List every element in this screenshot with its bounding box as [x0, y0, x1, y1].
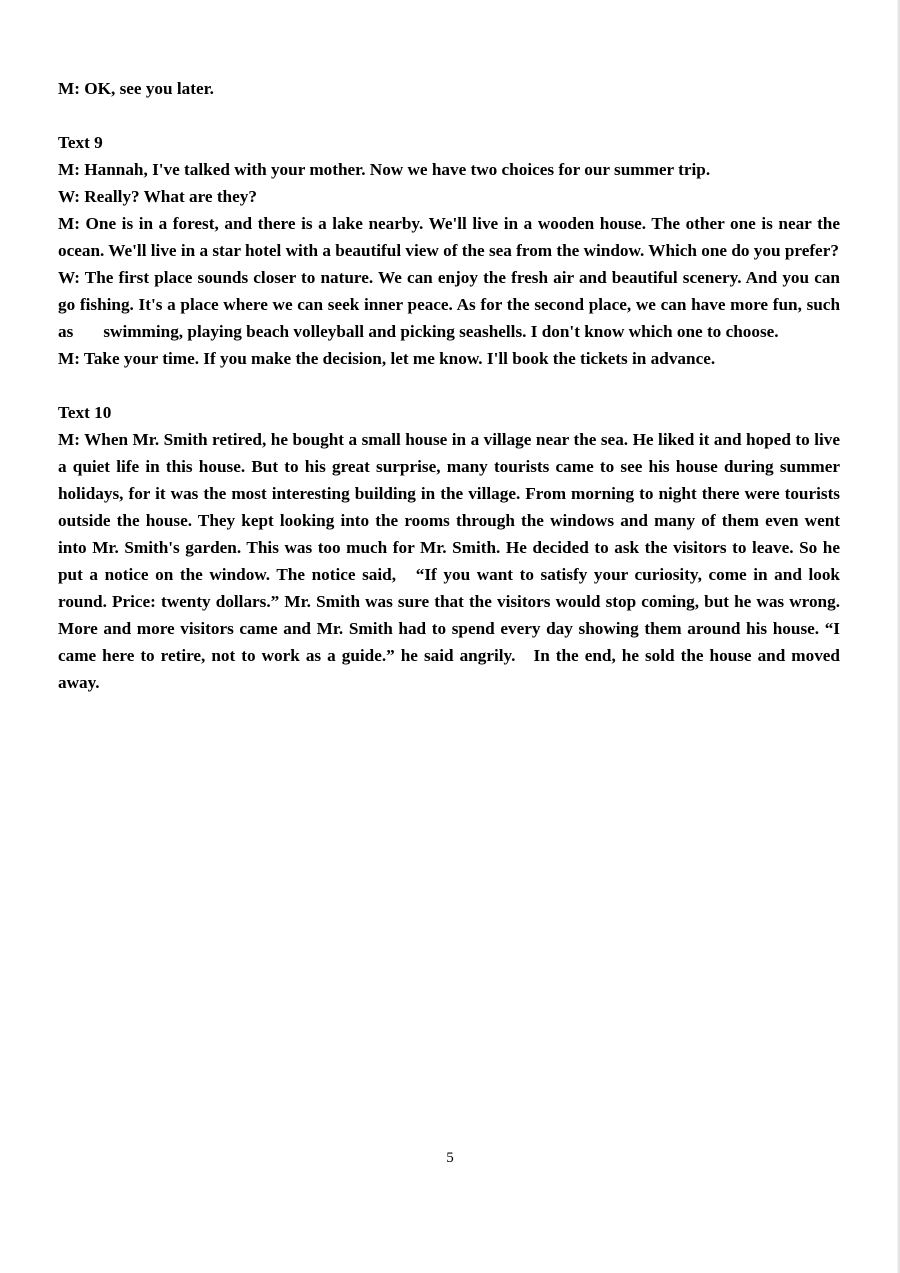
dialogue-line: W: The first place sounds closer to nature. We can enjoy the fresh air and beautiful scenery. And you can go fishing. It's a place where we can seek inner peace. As for the second place, we can have more fun, such as swimming, playing beach volleyball and picking seashells. I don't know which one to choose.: [58, 268, 845, 341]
paragraph-gap: [58, 372, 840, 399]
monologue-paragraph: M: When Mr. Smith retired, he bought a small house in a village near the sea. He liked it and hoped to live a quiet life in this house. But to his great surprise, many tourists came to see his house during summer holidays, for it was the most interesting building in the village. From morning to night there were tourists outside the house. They kept looking into the rooms through the windows and many of them even went into Mr. Smith's garden. This was too much for Mr. Smith. He decided to ask the visitors to leave. So he put a notice on the window. The notice said, “If you want to satisfy your curiosity, come in and look round. Price: twenty dollars.” Mr. Smith was sure that the visitors would stop coming, but he was wrong. More and more visitors came and Mr. Smith had to spend every day showing them around his house. “I came here to retire, not to work as a guide.” he said angrily. In the end, he sold the house and moved away.: [58, 430, 845, 692]
dialogue-line: M: Take your time. If you make the decision, let me know. I'll book the tickets in advance.: [58, 349, 716, 368]
page-number: 5: [446, 1150, 454, 1166]
transcript-body: [58, 75, 845, 696]
dialogue-line: M: Hannah, I've talked with your mother. Now we have two choices for our summer trip.: [58, 160, 711, 179]
dialogue-line: M: One is in a forest, and there is a lake nearby. We'll live in a wooden house. The other one is near the ocean. We'll live in a star hotel with a beautiful view of the sea from the window. Which one do you prefer?: [58, 214, 845, 260]
section-heading-text-9: Text 9: [58, 133, 103, 152]
section-heading-text-10: Text 10: [58, 403, 112, 422]
dialogue-line: M: OK, see you later.: [58, 79, 214, 98]
paragraph-gap: [58, 102, 840, 129]
dialogue-line: W: Really? What are they?: [58, 187, 257, 206]
